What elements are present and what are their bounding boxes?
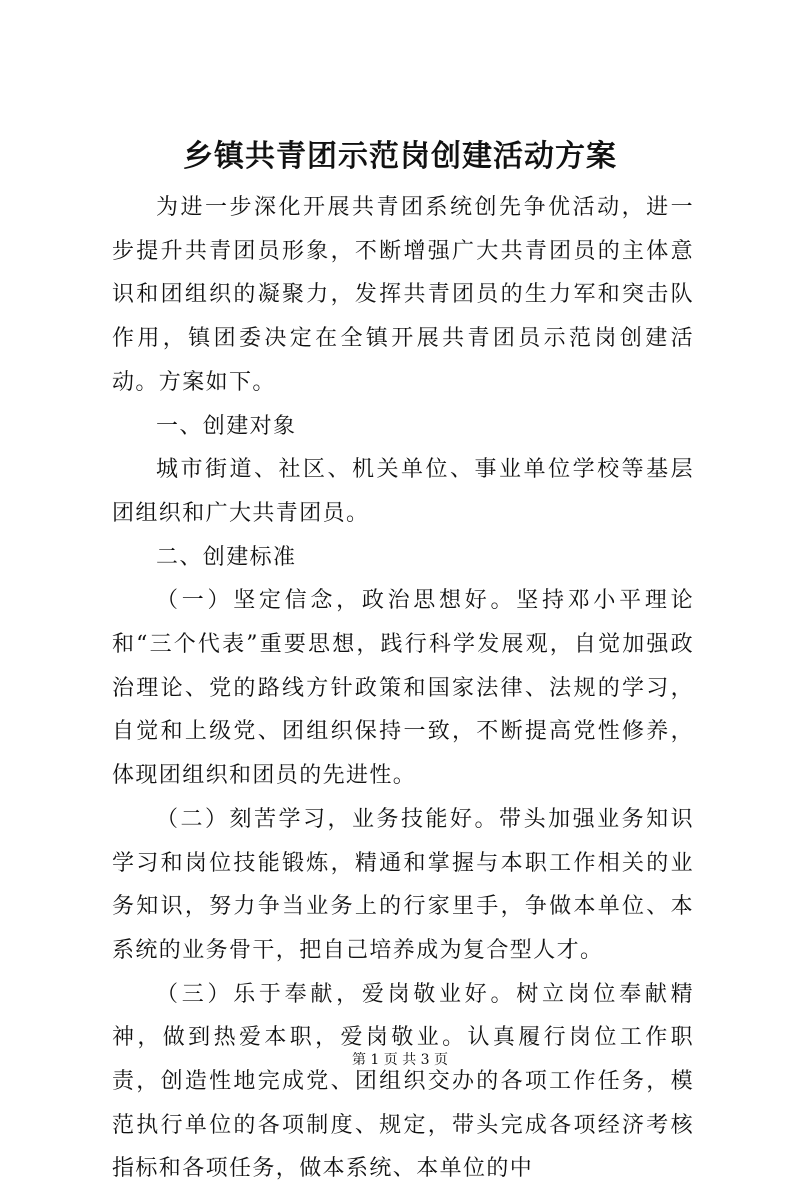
intro-paragraph: 为进一步深化开展共青团系统创先争优活动，进一步提升共青团员形象，不断增强广大共青团员的主体意识和团组织的凝聚力，发挥共青团员的生力军和突击队作用，镇团委决定在全镇开展共青团员示范岗创建活动。方案如下。: [112, 195, 694, 395]
standard-paragraph-1: （一）坚定信念，政治思想好。坚持邓小平理论和“三个代表”重要思想，践行科学发展观，自觉加强政治理论、党的路线方针政策和国家法律、法规的学习，自觉和上级党、团组织保持一致，不断提高党性修养，体现团组织和团员的先进性。: [112, 588, 694, 789]
section-heading-target: 一、创建对象: [156, 413, 297, 439]
standard-paragraph-2: （二）刻苦学习，业务技能好。带头加强业务知识学习和岗位技能锻炼，精通和掌握与本职工作相关的业务知识，努力争当业务上的行家里手，争做本单位、本系统的业务骨干，把自己培养成为复合型人才。: [112, 806, 694, 963]
page-footer: 第 1 页 共 3 页: [351, 1052, 449, 1068]
section-heading-standard: 二、创建标准: [156, 544, 297, 570]
document-body: [112, 186, 694, 1191]
document-title: 乡镇共青团示范岗创建活动方案: [183, 139, 617, 174]
target-paragraph: 城市街道、社区、机关单位、事业单位学校等基层团组织和广大共青团员。: [112, 457, 694, 526]
standard-paragraph-3: （三）乐于奉献，爱岗敬业好。树立岗位奉献精神，做到热爱本职，爱岗敬业。认真履行岗位工作职责，创造性地完成党、团组织交办的各项工作任务，模范执行单位的各项制度、规定，带头完成各项经济考核指标和各项任务，做本系统、本单位的中: [112, 981, 694, 1182]
